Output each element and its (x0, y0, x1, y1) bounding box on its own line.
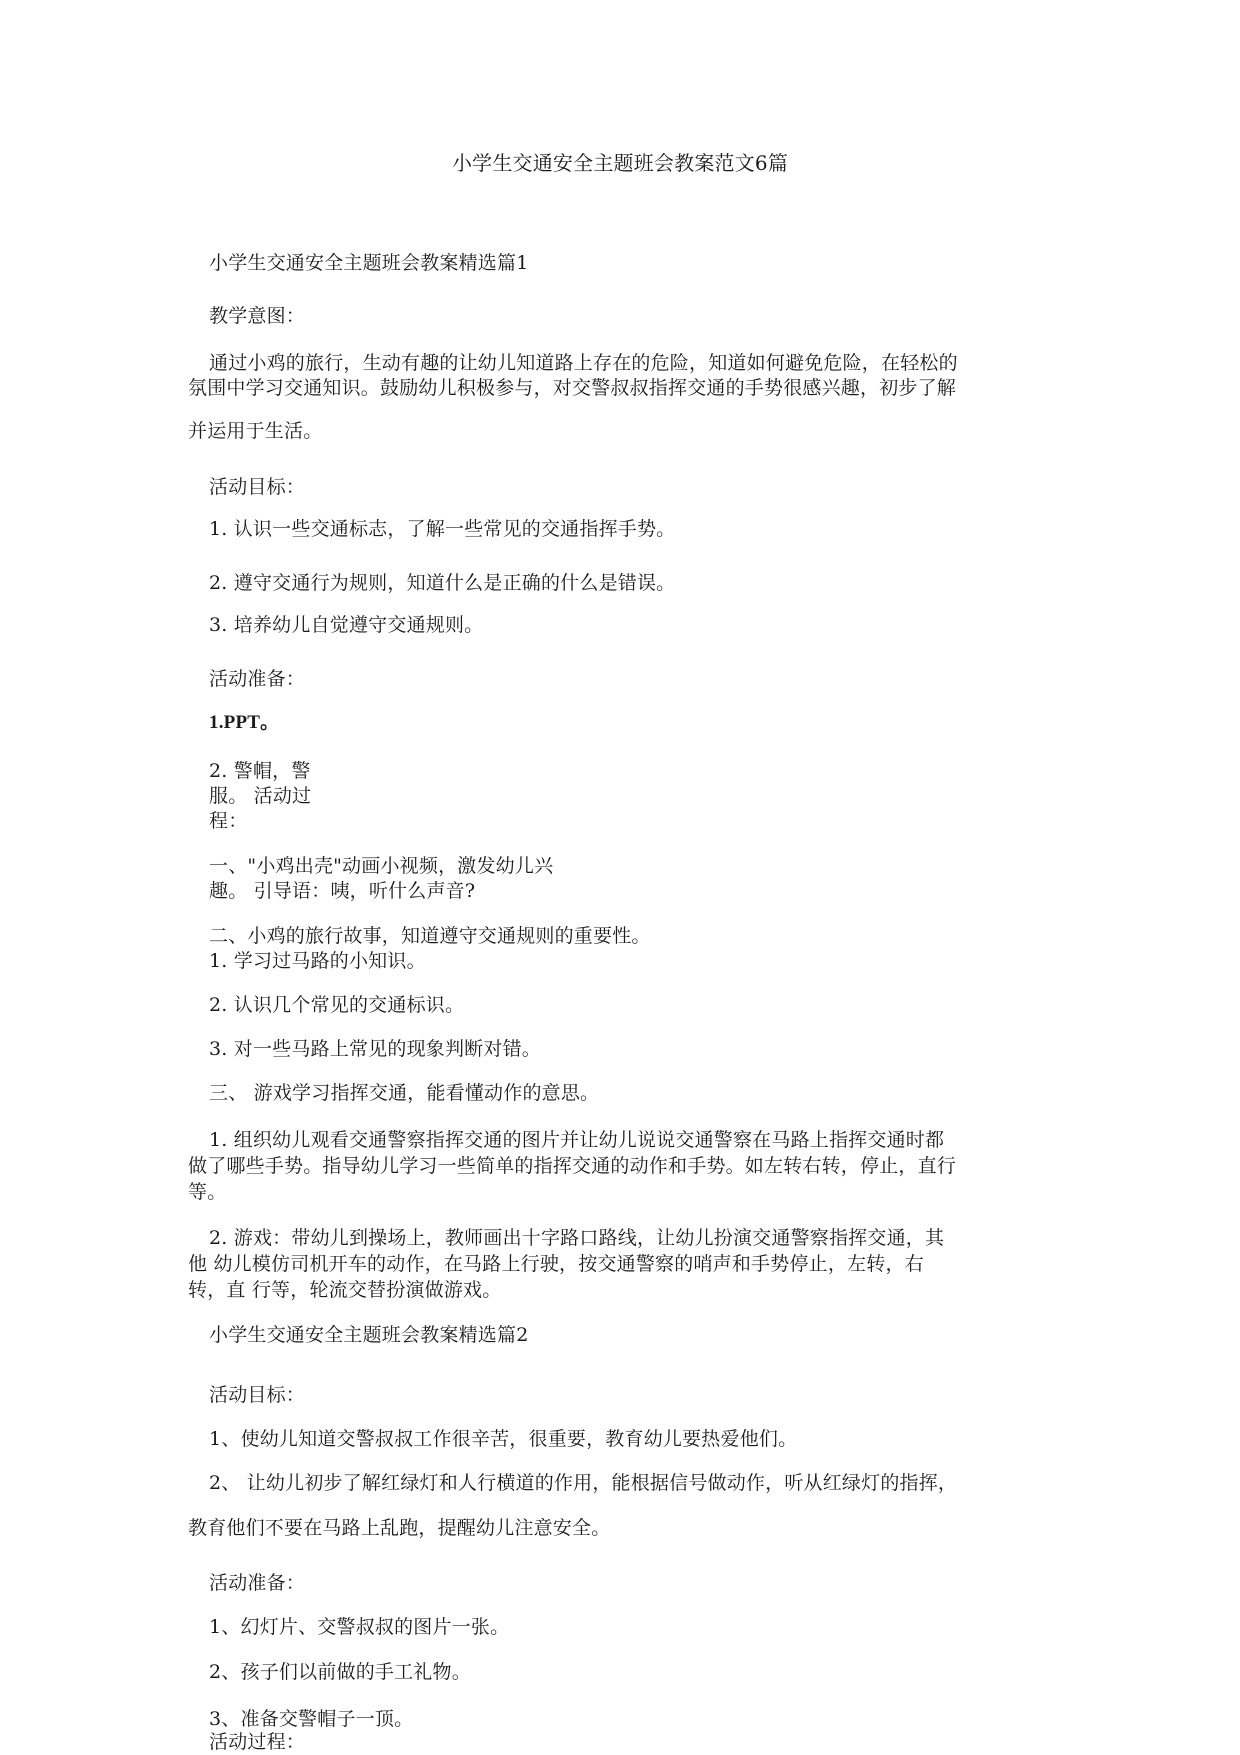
list-item: 3. 对一些马路上常见的现象判断对错。 (209, 1038, 541, 1060)
paragraph-line: 活动目标： (209, 1384, 306, 1406)
paragraph-line: 教育他们不要在马路上乱跑，提醒幼儿注意安全。 (188, 1517, 611, 1539)
list-item: 1、幻灯片、交警叔叔的图片一张。 (209, 1616, 510, 1638)
list-item: 3、准备交警帽子一顶。 (209, 1708, 414, 1730)
paragraph-line: 转，直 行等，轮流交替扮演做游戏。 (188, 1279, 502, 1301)
paragraph-line: 趣。 引导语：咦，听什么声音? (209, 880, 476, 902)
list-item: 2. 认识几个常见的交通标识。 (209, 994, 465, 1016)
list-item: 2、孩子们以前做的手工礼物。 (209, 1661, 471, 1683)
paragraph-line: 活动准备： (209, 1572, 306, 1594)
paragraph-line: 活动过程： (209, 1731, 306, 1753)
section-heading: 小学生交通安全主题班会教案精选篇2 (209, 1324, 529, 1346)
list-item: 2、 让幼儿初步了解红绿灯和人行横道的作用，能根据信号做动作，听从红绿灯的指挥， (209, 1472, 958, 1494)
paragraph-line: 氛围中学习交通知识。鼓励幼儿积极参与，对交警叔叔指挥交通的手势很感兴趣，初步了解 (188, 377, 957, 399)
list-item: 1.PPT。 (209, 712, 280, 733)
paragraph-line: 一、"小鸡出壳"动画小视频，激发幼儿兴 (209, 855, 554, 877)
list-item: 3. 培养幼儿自觉遵守交通规则。 (209, 614, 484, 636)
page-title: 小学生交通安全主题班会教案范文6篇 (451, 151, 789, 175)
list-item: 1. 学习过马路的小知识。 (209, 950, 426, 972)
list-item: 1. 组织幼儿观看交通警察指挥交通的图片并让幼儿说说交通警察在马路上指挥交通时都 (209, 1129, 945, 1151)
paragraph-line: 他 幼儿模仿司机开车的动作，在马路上行驶，按交通警察的哨声和手势停止，左转，右 (188, 1253, 924, 1275)
paragraph-line: 二、小鸡的旅行故事，知道遵守交通规则的重要性。 (209, 925, 651, 947)
list-item: 2. 游戏：带幼儿到操场上，教师画出十字路口路线，让幼儿扮演交通警察指挥交通，其 (209, 1227, 945, 1249)
list-item: 1、使幼儿知道交警叔叔工作很辛苦，很重要，教育幼儿要热爱他们。 (209, 1428, 798, 1450)
paragraph-line: 通过小鸡的旅行，生动有趣的让幼儿知道路上存在的危险，知道如何避免危险，在轻松的 (209, 352, 958, 374)
paragraph-line: 三、 游戏学习指挥交通，能看懂动作的意思。 (209, 1082, 600, 1104)
paragraph-line: 等。 (188, 1181, 227, 1203)
paragraph-line: 做了哪些手势。指导幼儿学习一些简单的指挥交通的动作和手势。如左转右转，停止，直行 (188, 1155, 957, 1177)
list-item: 2. 警帽，警 (209, 760, 311, 782)
list-item: 2. 遵守交通行为规则，知道什么是正确的什么是错误。 (209, 572, 676, 594)
list-item: 服。 活动过 (209, 785, 312, 807)
section-heading: 小学生交通安全主题班会教案精选篇1 (209, 252, 529, 274)
paragraph-line: 活动目标： (209, 476, 306, 498)
list-item: 1. 认识一些交通标志，了解一些常见的交通指挥手势。 (209, 518, 676, 540)
list-item: 程： (209, 810, 248, 832)
paragraph-line: 教学意图： (209, 305, 306, 327)
paragraph-line: 并运用于生活。 (188, 420, 323, 442)
paragraph-line: 活动准备： (209, 668, 306, 690)
